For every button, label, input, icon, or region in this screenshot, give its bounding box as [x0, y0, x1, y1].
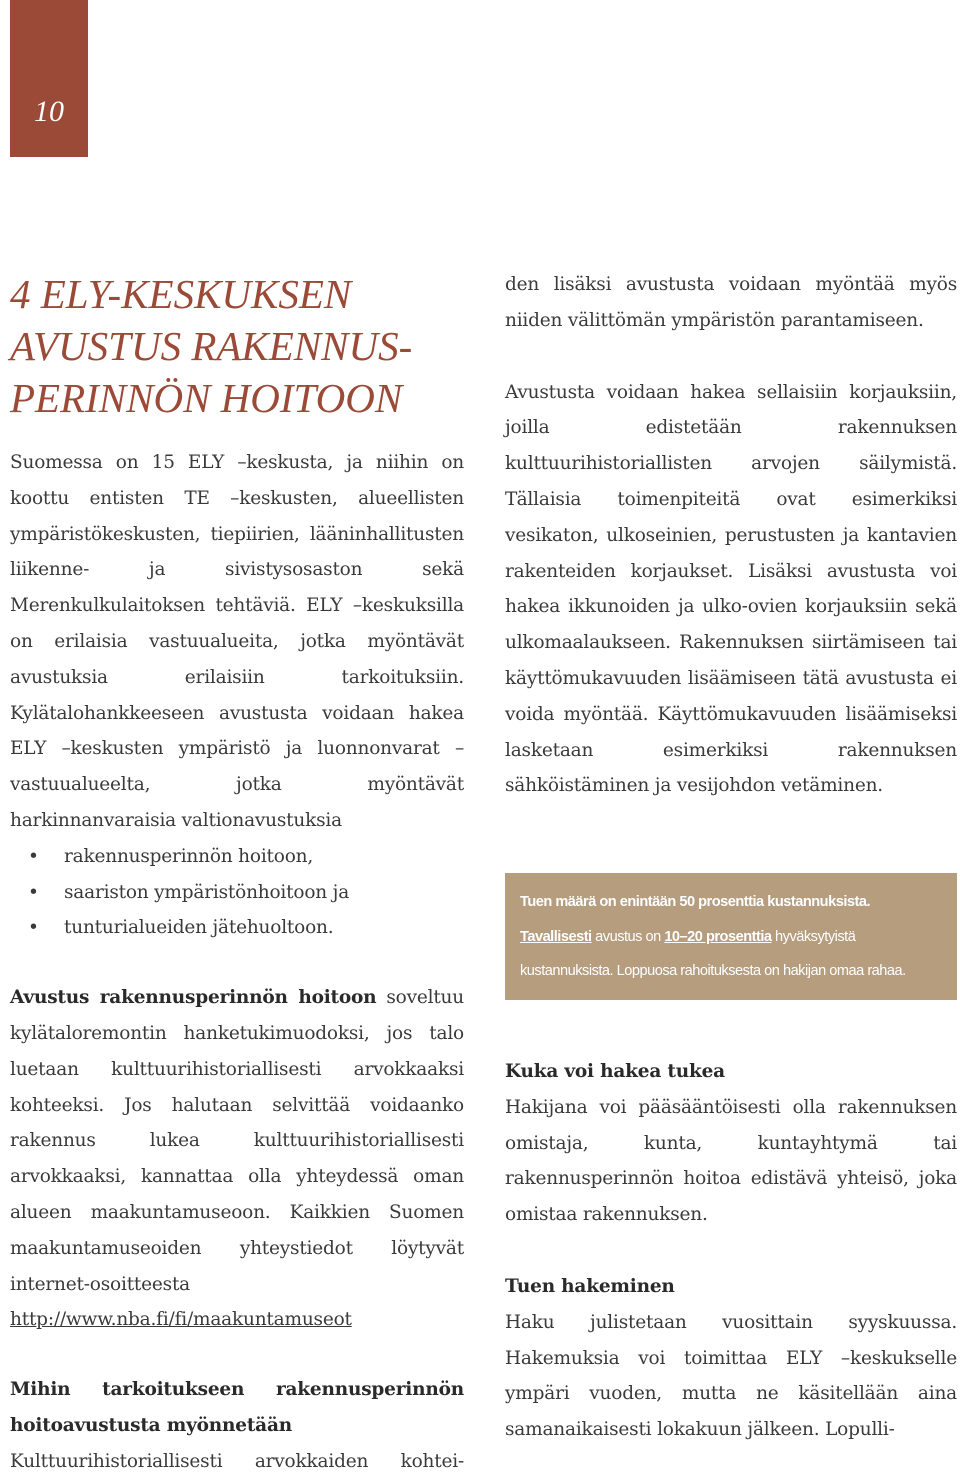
list-item: • tunturialueiden jätehuoltoon. [28, 910, 464, 946]
who-paragraph: Hakijana voi pääsääntöisesti olla rakennuksen omistaja, kunta, kuntayhtymä tai rakennusperinnön hoitoa edistävä yhteisö, joka omistaa rakennuksen. [505, 1096, 957, 1226]
intro-paragraph: Suomessa on 15 ELY –keskusta, ja niihin on koottu entisten TE –keskusten, alueellisten ympäristökeskusten, tiepiirien, lääninhallitusten liikenne- ja sivistysosaston sekä Merenkulkulaitoksen tehtäviä. ELY –keskuksilla on erilaisia vastuualueita, jotka myöntävät avustuksia erilaisiin tarkoituksiin. Kylätalohankkeeseen avustusta voidaan hakea ELY –keskusten ympäristö ja luonnonvarat –vastuualueelta, jotka myöntävät harkinnanvaraisia valtionavustuksia [10, 452, 464, 831]
right-column-lower [505, 1054, 957, 1448]
list-item: • rakennusperinnön hoitoon, [28, 839, 464, 875]
callout-mid: avustus on [591, 928, 665, 945]
who-heading: Kuka voi hakea tukea [505, 1061, 725, 1082]
apply-heading: Tuen hakeminen [505, 1275, 675, 1297]
list-item: • saariston ympäristönhoitoon ja [28, 875, 464, 911]
repairs-paragraph: Avustusta voidaan hakea sellaisiin korjauksiin, joilla edistetään rakennuksen kulttuurihistoriallisten arvojen säilymistä. Tällaisia toimenpiteitä ovat esimerkiksi vesikaton, ulkoseinien, perustusten ja kantavien rakenteiden korjaukset. Lisäksi avustusta voi hakea ikkunoiden ja ulko-ovien korjauksiin sekä ulkomaalaukseen. Rakennuksen siirtämiseen tai käyttömukavuuden lisäämiseen tätä avustusta ei voida myöntää. Käyttömukavuuden lisäämiseksi lasketaan esimerkiksi rakennuksen sähköistäminen ja vesijohdon vetäminen. [505, 381, 957, 797]
page-number: 10 [34, 94, 64, 128]
heading-line-1: 4 ELY-KESKUKSEN [10, 271, 352, 317]
funding-callout-box [505, 873, 957, 1000]
continued-paragraph: den lisäksi avustusta voidaan myöntää myös niiden välittömän ympäristön parantamiseen. [505, 274, 957, 331]
heading-line-2: AVUSTUS RAKENNUS- [10, 323, 413, 369]
right-column [505, 267, 957, 804]
callout-underline-1: Tavallisesti [520, 928, 592, 945]
heading-line-3: PERINNÖN HOITOON [10, 375, 403, 421]
purpose-heading-line-1: Mihin tarkoitukseen rakennusperinnön [10, 1379, 464, 1401]
heritage-text: soveltuu kylätaloremontin hanketukimuodoksi, jos talo luetaan kulttuurihistoriallisesti arvokkaaksi kohteeksi. Jos halutaan selvittää voidaanko rakennus lukea kulttuurihistoriallisesti arvokkaaksi, kannattaa olla yhteydessä oman alueen maakuntamuseoon. Kaikkien Suomen maakuntamuseoiden yhteystiedot löytyvät internet-osoitteesta [10, 987, 464, 1295]
heritage-bold-lead: Avustus rakennusperinnön hoitoon [10, 987, 377, 1009]
callout-end: hyväksytyistä kustannuksista. Loppuosa rahoituksesta on hakijan omaa rahaa. [520, 928, 906, 979]
chapter-heading [10, 268, 412, 424]
callout-underline-2: 10–20 prosenttia [664, 928, 772, 945]
callout-line-1: Tuen määrä on enintään 50 prosenttia kustannuksista. [520, 894, 871, 910]
apply-paragraph: Haku julistetaan vuosittain syyskuussa. Hakemuksia voi toimittaa ELY –keskukselle ympäri vuoden, mutta ne käsitellään aina samanaikaisesti lokakuun jälkeen. Lopulli- [505, 1311, 957, 1441]
heritage-paragraph [10, 980, 464, 1302]
bullet-list [10, 839, 464, 946]
page-number-tab [10, 0, 88, 157]
left-column [10, 445, 464, 1480]
purpose-paragraph: Kulttuurihistoriallisesti arvokkaiden kohtei- [10, 1450, 464, 1472]
museum-link[interactable]: http://www.nba.fi/fi/maakuntamuseot [10, 1309, 352, 1331]
purpose-heading-line-2: hoitoavustusta myönnetään [10, 1414, 292, 1436]
